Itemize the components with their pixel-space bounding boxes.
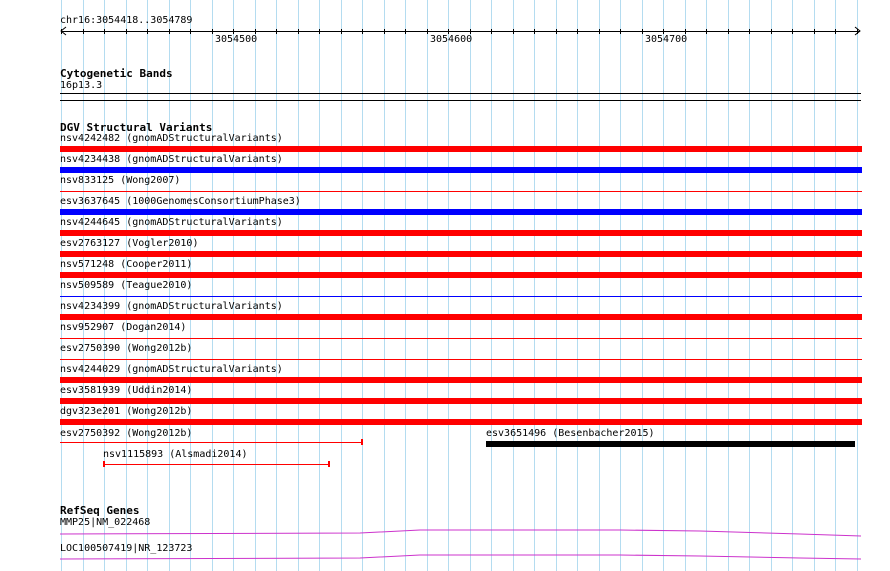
feature-label: nsv4234399 (gnomADStructuralVariants) <box>60 301 283 312</box>
ruler-label: 3054700 <box>645 34 688 45</box>
feature-label: nsv509589 (Teague2010) <box>60 280 193 291</box>
track-title-dgv[interactable]: DGV Structural Variants <box>60 121 213 134</box>
feature-label: esv3581939 (Uddin2014) <box>60 385 193 396</box>
feature-label: nsv571248 (Cooper2011) <box>60 259 193 270</box>
ruler-label: 3054600 <box>430 34 473 45</box>
gene-label: MMP25|NM_022468 <box>60 517 151 528</box>
feature-label: nsv4242482 (gnomADStructuralVariants) <box>60 133 283 144</box>
track-title-cytobands[interactable]: Cytogenetic Bands <box>60 67 173 80</box>
ruler-label: 3054500 <box>215 34 258 45</box>
feature-label: esv2750392 (Wong2012b) <box>60 428 193 439</box>
feature-label: nsv1115893 (Alsmadi2014) <box>103 449 248 460</box>
feature-label: nsv4244029 (gnomADStructuralVariants) <box>60 364 283 375</box>
feature-label: esv3637645 (1000GenomesConsortiumPhase3) <box>60 196 301 207</box>
gene-model-mmp25 <box>60 530 861 536</box>
feature-label: nsv833125 (Wong2007) <box>60 175 181 186</box>
feature-label: esv3651496 (Besenbacher2015) <box>486 428 655 439</box>
track-title-refseq[interactable]: RefSeq Genes <box>60 504 140 517</box>
feature-label: nsv952907 (Dogan2014) <box>60 322 187 333</box>
gene-label: LOC100507419|NR_123723 <box>60 543 193 554</box>
feature-label: nsv4244645 (gnomADStructuralVariants) <box>60 217 283 228</box>
gene-model-loc100507419 <box>60 555 861 559</box>
feature-label: esv2750390 (Wong2012b) <box>60 343 193 354</box>
feature-label: dgv323e201 (Wong2012b) <box>60 406 193 417</box>
feature-label: esv2763127 (Vogler2010) <box>60 238 199 249</box>
position-label: chr16:3054418..3054789 <box>60 15 193 26</box>
cytoband-label: 16p13.3 <box>60 80 103 91</box>
feature-label: nsv4234438 (gnomADStructuralVariants) <box>60 154 283 165</box>
